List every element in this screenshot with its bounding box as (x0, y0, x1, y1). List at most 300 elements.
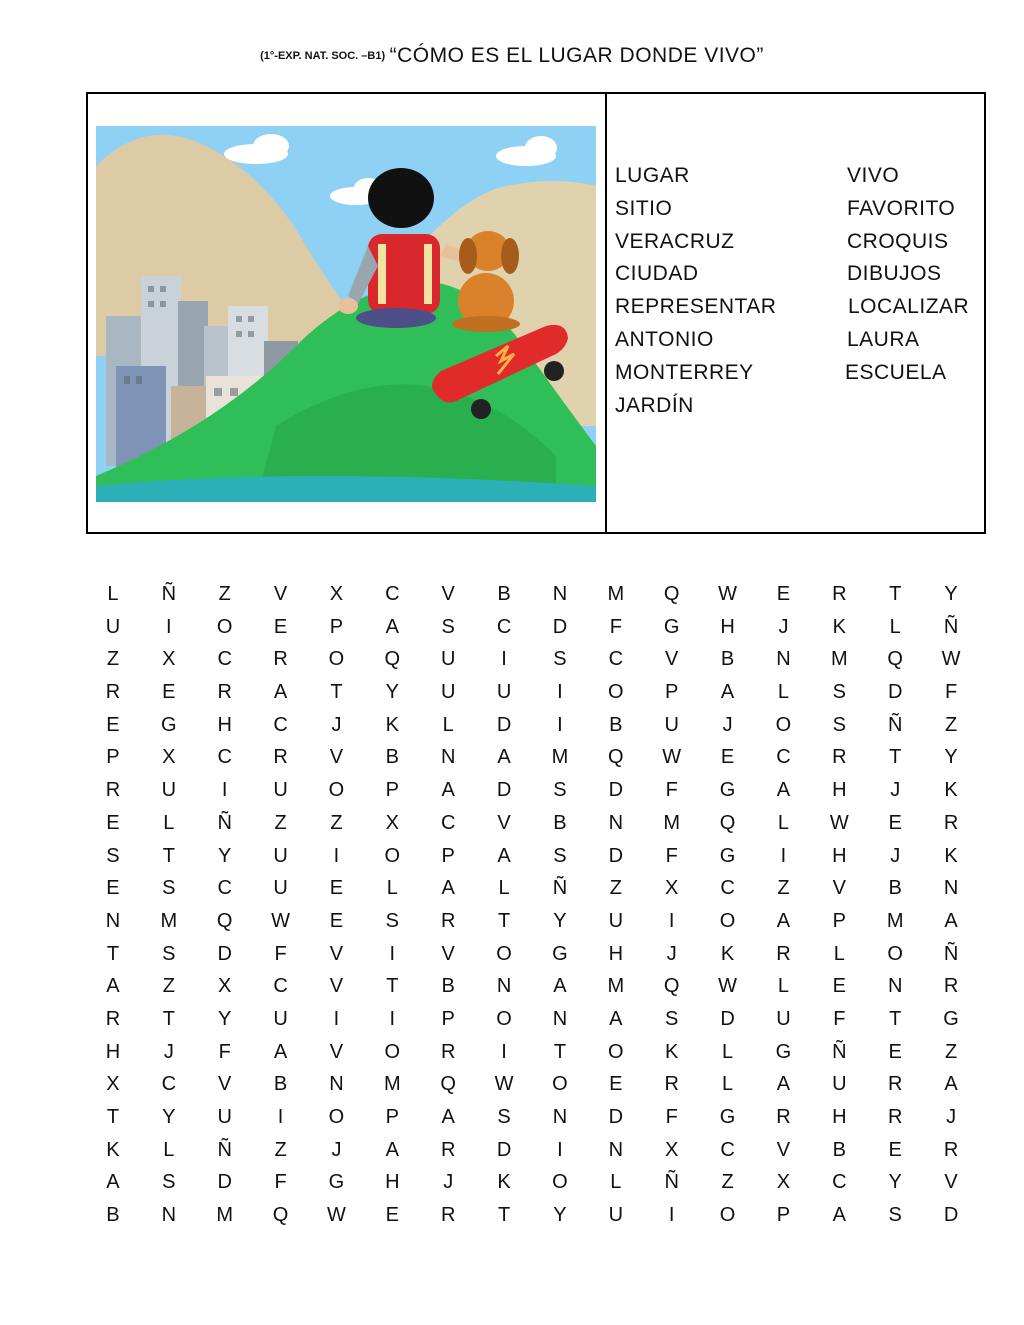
grid-cell[interactable]: J (331, 1138, 342, 1161)
grid-cell[interactable]: L (777, 811, 789, 834)
grid-cell[interactable]: U (608, 909, 624, 932)
grid-cell[interactable]: Y (944, 583, 958, 605)
grid-cell[interactable]: V (665, 648, 679, 671)
grid-cell[interactable]: D (217, 1171, 232, 1194)
grid-cell[interactable]: C (385, 583, 400, 605)
grid-cell[interactable]: C (776, 746, 791, 769)
grid-cell[interactable]: Q (887, 648, 903, 671)
grid-cell[interactable]: D (887, 681, 903, 704)
grid-cell[interactable]: G (719, 844, 736, 867)
grid-cell[interactable]: U (273, 779, 288, 802)
grid-cell[interactable]: R (440, 1204, 456, 1227)
grid-cell[interactable]: R (776, 942, 791, 965)
grid-cell[interactable]: P (776, 1204, 791, 1227)
grid-cell[interactable]: E (720, 746, 735, 769)
grid-cell[interactable]: V (441, 942, 455, 965)
grid-cell[interactable]: Q (608, 746, 624, 769)
grid-cell[interactable]: I (221, 779, 228, 802)
grid-cell[interactable]: P (385, 779, 399, 802)
grid-cell[interactable]: A (106, 975, 120, 998)
grid-cell[interactable]: M (607, 583, 625, 605)
grid-cell[interactable]: Q (384, 648, 401, 671)
grid-cell[interactable]: W (718, 975, 737, 998)
grid-cell[interactable]: D (496, 779, 512, 802)
grid-cell[interactable]: E (776, 583, 791, 605)
grid-cell[interactable]: R (776, 1106, 791, 1128)
grid-cell[interactable]: S (832, 681, 846, 704)
grid-cell[interactable]: Z (106, 648, 120, 671)
grid-cell[interactable]: L (722, 1073, 734, 1096)
grid-cell[interactable]: W (494, 1073, 514, 1096)
grid-cell[interactable]: H (832, 1106, 847, 1128)
grid-cell[interactable]: U (440, 648, 456, 671)
grid-cell[interactable]: X (665, 877, 679, 900)
grid-cell[interactable]: Z (330, 811, 343, 834)
grid-cell[interactable]: J (890, 844, 901, 867)
grid-cell[interactable]: C (608, 648, 624, 671)
grid-cell[interactable]: O (328, 648, 345, 671)
grid-cell[interactable]: B (273, 1073, 288, 1096)
grid-cell[interactable]: C (273, 975, 288, 998)
grid-cell[interactable]: W (941, 648, 961, 671)
grid-cell[interactable]: Ñ (217, 811, 232, 834)
grid-cell[interactable]: I (501, 1040, 507, 1063)
grid-cell[interactable]: Ñ (161, 583, 177, 605)
grid-cell[interactable]: T (330, 681, 343, 704)
grid-cell[interactable]: Z (218, 583, 231, 605)
grid-cell[interactable]: M (160, 909, 178, 932)
grid-cell[interactable]: L (777, 681, 789, 704)
grid-cell[interactable]: B (888, 877, 902, 900)
grid-cell[interactable]: V (329, 746, 344, 769)
grid-cell[interactable]: V (497, 811, 511, 834)
grid-cell[interactable]: J (331, 713, 342, 736)
grid-cell[interactable]: E (329, 909, 344, 932)
grid-cell[interactable]: R (664, 1073, 679, 1096)
grid-cell[interactable]: V (441, 583, 455, 605)
grid-cell[interactable]: N (608, 811, 624, 834)
grid-cell[interactable]: N (105, 909, 121, 932)
grid-cell[interactable]: L (163, 811, 175, 834)
grid-cell[interactable]: B (609, 713, 623, 736)
grid-cell[interactable]: B (553, 811, 567, 834)
grid-cell[interactable]: L (610, 1171, 622, 1194)
grid-cell[interactable]: D (552, 615, 568, 638)
grid-cell[interactable]: F (218, 1040, 231, 1063)
grid-cell[interactable]: Z (274, 811, 287, 834)
grid-cell[interactable]: B (385, 746, 399, 769)
grid-cell[interactable]: G (328, 1171, 345, 1194)
grid-cell[interactable]: Y (944, 746, 958, 769)
grid-cell[interactable]: O (608, 1040, 624, 1063)
grid-cell[interactable]: X (162, 746, 176, 769)
grid-cell[interactable]: N (552, 1106, 568, 1128)
grid-cell[interactable]: T (162, 1007, 175, 1030)
grid-cell[interactable]: Z (944, 1040, 958, 1063)
grid-cell[interactable]: A (720, 681, 735, 704)
grid-cell[interactable]: A (273, 681, 288, 704)
grid-cell[interactable]: Z (777, 877, 790, 900)
grid-cell[interactable]: J (946, 1106, 957, 1128)
grid-cell[interactable]: T (162, 844, 175, 867)
grid-cell[interactable]: E (832, 975, 846, 998)
grid-cell[interactable]: F (609, 615, 622, 638)
grid-cell[interactable]: U (832, 1073, 847, 1096)
grid-cell[interactable]: F (665, 1106, 678, 1128)
grid-cell[interactable]: M (551, 746, 569, 769)
grid-cell[interactable]: A (553, 975, 567, 998)
grid-cell[interactable]: S (441, 615, 455, 638)
grid-cell[interactable]: X (776, 1171, 791, 1194)
grid-cell[interactable]: H (720, 615, 735, 638)
grid-cell[interactable]: I (333, 844, 340, 867)
grid-cell[interactable]: Ñ (664, 1171, 679, 1194)
grid-cell[interactable]: O (608, 681, 624, 704)
grid-cell[interactable]: T (889, 1007, 902, 1030)
grid-cell[interactable]: E (888, 811, 902, 834)
grid-cell[interactable]: S (497, 1106, 511, 1128)
grid-cell[interactable]: D (943, 1204, 959, 1227)
grid-cell[interactable]: A (944, 909, 958, 932)
grid-cell[interactable]: T (497, 909, 511, 932)
grid-cell[interactable]: Ñ (832, 1040, 847, 1063)
grid-cell[interactable]: X (665, 1138, 679, 1161)
grid-cell[interactable]: X (162, 648, 176, 671)
grid-cell[interactable]: U (161, 779, 177, 802)
grid-cell[interactable]: S (106, 844, 120, 867)
grid-cell[interactable]: H (105, 1040, 121, 1063)
grid-cell[interactable]: B (497, 583, 511, 605)
grid-cell[interactable]: X (218, 975, 232, 998)
grid-cell[interactable]: O (216, 615, 233, 638)
grid-cell[interactable]: Ñ (943, 942, 959, 965)
grid-cell[interactable]: A (273, 1040, 288, 1063)
grid-cell[interactable]: R (105, 681, 121, 704)
grid-cell[interactable]: P (441, 844, 455, 867)
grid-cell[interactable]: Z (944, 713, 958, 736)
grid-cell[interactable]: K (832, 615, 846, 638)
grid-cell[interactable]: C (217, 877, 232, 900)
grid-cell[interactable]: H (832, 844, 847, 867)
grid-cell[interactable]: S (553, 648, 567, 671)
grid-cell[interactable]: A (441, 1106, 455, 1128)
grid-cell[interactable]: F (665, 844, 678, 867)
grid-cell[interactable]: C (440, 811, 456, 834)
grid-cell[interactable]: F (274, 1171, 287, 1194)
grid-cell[interactable]: S (162, 942, 176, 965)
grid-cell[interactable]: F (665, 779, 678, 802)
grid-cell[interactable]: A (441, 779, 455, 802)
grid-cell[interactable]: S (665, 1007, 679, 1030)
grid-cell[interactable]: R (887, 1106, 903, 1128)
grid-cell[interactable]: J (890, 779, 901, 802)
grid-cell[interactable]: K (944, 779, 958, 802)
grid-cell[interactable]: D (608, 779, 624, 802)
grid-cell[interactable]: P (106, 746, 120, 769)
grid-cell[interactable]: N (161, 1204, 177, 1227)
grid-cell[interactable]: G (161, 713, 177, 736)
grid-cell[interactable]: V (776, 1138, 791, 1161)
grid-cell[interactable]: K (720, 942, 735, 965)
grid-cell[interactable]: A (385, 615, 399, 638)
grid-cell[interactable]: P (441, 1007, 455, 1030)
grid-cell[interactable]: R (440, 1040, 456, 1063)
grid-cell[interactable]: J (163, 1040, 174, 1063)
grid-cell[interactable]: R (832, 583, 847, 605)
grid-cell[interactable]: D (720, 1007, 735, 1030)
grid-cell[interactable]: J (666, 942, 677, 965)
grid-cell[interactable]: I (277, 1106, 284, 1128)
grid-cell[interactable]: G (775, 1040, 792, 1063)
grid-cell[interactable]: P (329, 615, 344, 638)
grid-cell[interactable]: Ñ (943, 615, 959, 638)
grid-cell[interactable]: N (552, 1007, 568, 1030)
grid-cell[interactable]: I (780, 844, 787, 867)
grid-cell[interactable]: R (943, 811, 959, 834)
grid-cell[interactable]: O (552, 1171, 568, 1194)
grid-cell[interactable]: V (218, 1073, 232, 1096)
grid-cell[interactable]: Q (663, 583, 680, 605)
grid-cell[interactable]: L (163, 1138, 175, 1161)
grid-cell[interactable]: O (328, 1106, 345, 1128)
grid-cell[interactable]: L (442, 713, 454, 736)
grid-cell[interactable]: B (832, 1138, 846, 1161)
grid-cell[interactable]: U (776, 1007, 791, 1030)
grid-cell[interactable]: R (105, 779, 121, 802)
grid-cell[interactable]: K (944, 844, 958, 867)
grid-cell[interactable]: D (608, 844, 624, 867)
grid-cell[interactable]: Z (162, 975, 175, 998)
grid-cell[interactable]: Q (216, 909, 233, 932)
grid-cell[interactable]: Y (553, 909, 567, 932)
grid-cell[interactable]: M (886, 909, 904, 932)
grid-cell[interactable]: H (385, 1171, 400, 1194)
grid-cell[interactable]: E (888, 1040, 902, 1063)
grid-cell[interactable]: O (552, 1073, 568, 1096)
grid-cell[interactable]: C (161, 1073, 177, 1096)
grid-cell[interactable]: Z (274, 1138, 287, 1161)
grid-cell[interactable]: P (385, 1106, 399, 1128)
grid-cell[interactable]: M (830, 648, 848, 671)
grid-cell[interactable]: I (557, 713, 563, 736)
grid-cell[interactable]: F (274, 942, 287, 965)
grid-cell[interactable]: D (496, 713, 512, 736)
grid-cell[interactable]: Y (218, 1007, 232, 1030)
grid-cell[interactable]: T (889, 583, 902, 605)
grid-cell[interactable]: Ñ (552, 877, 568, 900)
grid-cell[interactable]: O (328, 779, 345, 802)
grid-cell[interactable]: N (887, 975, 903, 998)
grid-cell[interactable]: E (106, 877, 120, 900)
grid-cell[interactable]: B (441, 975, 455, 998)
grid-cell[interactable]: B (720, 648, 735, 671)
grid-cell[interactable]: W (271, 909, 290, 932)
grid-cell[interactable]: G (943, 1007, 959, 1030)
grid-cell[interactable]: C (217, 648, 232, 671)
grid-cell[interactable]: O (719, 909, 736, 932)
grid-cell[interactable]: P (832, 909, 846, 932)
grid-cell[interactable]: W (662, 746, 682, 769)
grid-cell[interactable]: C (720, 1138, 735, 1161)
grid-cell[interactable]: I (557, 681, 563, 704)
grid-cell[interactable]: A (944, 1073, 958, 1096)
grid-cell[interactable]: R (273, 746, 288, 769)
grid-cell[interactable]: R (887, 1073, 903, 1096)
grid-cell[interactable]: O (775, 713, 792, 736)
grid-cell[interactable]: I (389, 942, 396, 965)
grid-cell[interactable]: E (609, 1073, 623, 1096)
grid-cell[interactable]: X (329, 583, 344, 605)
grid-cell[interactable]: J (722, 713, 733, 736)
grid-cell[interactable]: U (273, 844, 288, 867)
grid-cell[interactable]: Q (272, 1204, 289, 1227)
grid-cell[interactable]: B (106, 1204, 120, 1227)
grid-cell[interactable]: V (329, 975, 344, 998)
grid-cell[interactable]: U (608, 1204, 624, 1227)
grid-cell[interactable]: N (943, 877, 959, 900)
grid-cell[interactable]: J (443, 1171, 454, 1194)
grid-cell[interactable]: L (833, 942, 845, 965)
grid-cell[interactable]: I (668, 1204, 675, 1227)
grid-cell[interactable]: T (889, 746, 902, 769)
grid-cell[interactable]: O (384, 844, 401, 867)
grid-cell[interactable]: D (496, 1138, 512, 1161)
grid-cell[interactable]: H (832, 779, 847, 802)
grid-cell[interactable]: M (607, 975, 625, 998)
grid-cell[interactable]: O (719, 1204, 736, 1227)
grid-cell[interactable]: A (609, 1007, 623, 1030)
grid-cell[interactable]: S (832, 713, 846, 736)
grid-cell[interactable]: O (887, 942, 903, 965)
grid-cell[interactable]: K (106, 1138, 120, 1161)
grid-cell[interactable]: D (608, 1106, 624, 1128)
grid-cell[interactable]: R (105, 1007, 121, 1030)
grid-cell[interactable]: T (497, 1204, 511, 1227)
grid-cell[interactable]: U (105, 615, 121, 638)
grid-cell[interactable]: W (326, 1204, 346, 1227)
grid-cell[interactable]: Y (553, 1204, 567, 1227)
grid-cell[interactable]: U (273, 1007, 288, 1030)
grid-cell[interactable]: S (385, 909, 399, 932)
grid-cell[interactable]: H (217, 713, 232, 736)
grid-cell[interactable]: H (608, 942, 624, 965)
grid-cell[interactable]: I (389, 1007, 396, 1030)
grid-cell[interactable]: Ñ (217, 1138, 232, 1161)
grid-cell[interactable]: V (329, 942, 344, 965)
grid-cell[interactable]: O (496, 1007, 512, 1030)
grid-cell[interactable]: M (383, 1073, 401, 1096)
grid-cell[interactable]: C (496, 615, 512, 638)
grid-cell[interactable]: I (166, 615, 172, 638)
grid-cell[interactable]: U (496, 681, 512, 704)
grid-cell[interactable]: T (386, 975, 399, 998)
grid-cell[interactable]: A (497, 844, 511, 867)
grid-cell[interactable]: J (778, 615, 789, 638)
grid-cell[interactable]: E (385, 1204, 399, 1227)
grid-cell[interactable]: M (663, 811, 681, 834)
grid-cell[interactable]: R (943, 975, 959, 998)
grid-cell[interactable]: T (106, 942, 120, 965)
grid-cell[interactable]: K (665, 1040, 679, 1063)
grid-cell[interactable]: F (944, 681, 958, 704)
grid-cell[interactable]: N (776, 648, 791, 671)
grid-cell[interactable]: G (719, 1106, 736, 1128)
grid-cell[interactable]: I (501, 648, 507, 671)
grid-cell[interactable]: C (720, 877, 735, 900)
grid-cell[interactable]: U (217, 1106, 232, 1128)
grid-cell[interactable]: Ñ (887, 713, 903, 736)
grid-cell[interactable]: I (668, 909, 675, 932)
grid-cell[interactable]: W (718, 583, 737, 605)
grid-cell[interactable]: V (329, 1040, 344, 1063)
grid-cell[interactable]: N (552, 583, 568, 605)
grid-cell[interactable]: A (441, 877, 455, 900)
grid-cell[interactable]: R (943, 1138, 959, 1161)
grid-cell[interactable]: X (106, 1073, 120, 1096)
grid-cell[interactable]: L (386, 877, 398, 900)
grid-cell[interactable]: I (557, 1138, 563, 1161)
grid-cell[interactable]: E (106, 811, 120, 834)
grid-cell[interactable]: L (777, 975, 789, 998)
grid-cell[interactable]: N (496, 975, 512, 998)
grid-cell[interactable]: A (776, 779, 791, 802)
grid-cell[interactable]: K (497, 1171, 511, 1194)
grid-cell[interactable]: R (273, 648, 288, 671)
grid-cell[interactable]: V (832, 877, 846, 900)
grid-cell[interactable]: G (552, 942, 568, 965)
grid-cell[interactable]: E (273, 615, 288, 638)
grid-cell[interactable]: L (107, 583, 119, 605)
grid-cell[interactable]: Q (440, 1073, 456, 1096)
grid-cell[interactable]: A (832, 1204, 846, 1227)
grid-cell[interactable]: S (888, 1204, 902, 1227)
grid-cell[interactable]: E (329, 877, 344, 900)
grid-cell[interactable]: L (498, 877, 510, 900)
grid-cell[interactable]: P (665, 681, 679, 704)
grid-cell[interactable]: M (216, 1204, 234, 1227)
grid-cell[interactable]: C (217, 746, 232, 769)
grid-cell[interactable]: T (553, 1040, 567, 1063)
grid-cell[interactable]: A (385, 1138, 399, 1161)
grid-cell[interactable]: Y (162, 1106, 176, 1128)
grid-cell[interactable]: R (217, 681, 232, 704)
grid-cell[interactable]: C (273, 713, 288, 736)
grid-cell[interactable]: N (329, 1073, 344, 1096)
grid-cell[interactable]: Q (719, 811, 736, 834)
grid-cell[interactable]: A (776, 1073, 791, 1096)
grid-cell[interactable]: E (162, 681, 176, 704)
grid-cell[interactable]: S (162, 1171, 176, 1194)
grid-cell[interactable]: L (722, 1040, 734, 1063)
grid-cell[interactable]: E (888, 1138, 902, 1161)
grid-cell[interactable]: F (833, 1007, 846, 1030)
grid-cell[interactable]: D (217, 942, 232, 965)
grid-cell[interactable]: U (664, 713, 679, 736)
grid-cell[interactable]: W (829, 811, 849, 834)
grid-cell[interactable]: V (273, 583, 288, 605)
grid-cell[interactable]: T (106, 1106, 120, 1128)
grid-cell[interactable]: S (553, 844, 567, 867)
grid-cell[interactable]: S (162, 877, 176, 900)
grid-cell[interactable]: E (106, 713, 120, 736)
grid-cell[interactable]: O (384, 1040, 401, 1063)
grid-cell[interactable]: K (385, 713, 399, 736)
grid-cell[interactable]: U (273, 877, 288, 900)
grid-cell[interactable]: C (832, 1171, 847, 1194)
grid-cell[interactable]: X (385, 811, 399, 834)
grid-cell[interactable]: O (496, 942, 512, 965)
grid-cell[interactable]: L (889, 615, 901, 638)
